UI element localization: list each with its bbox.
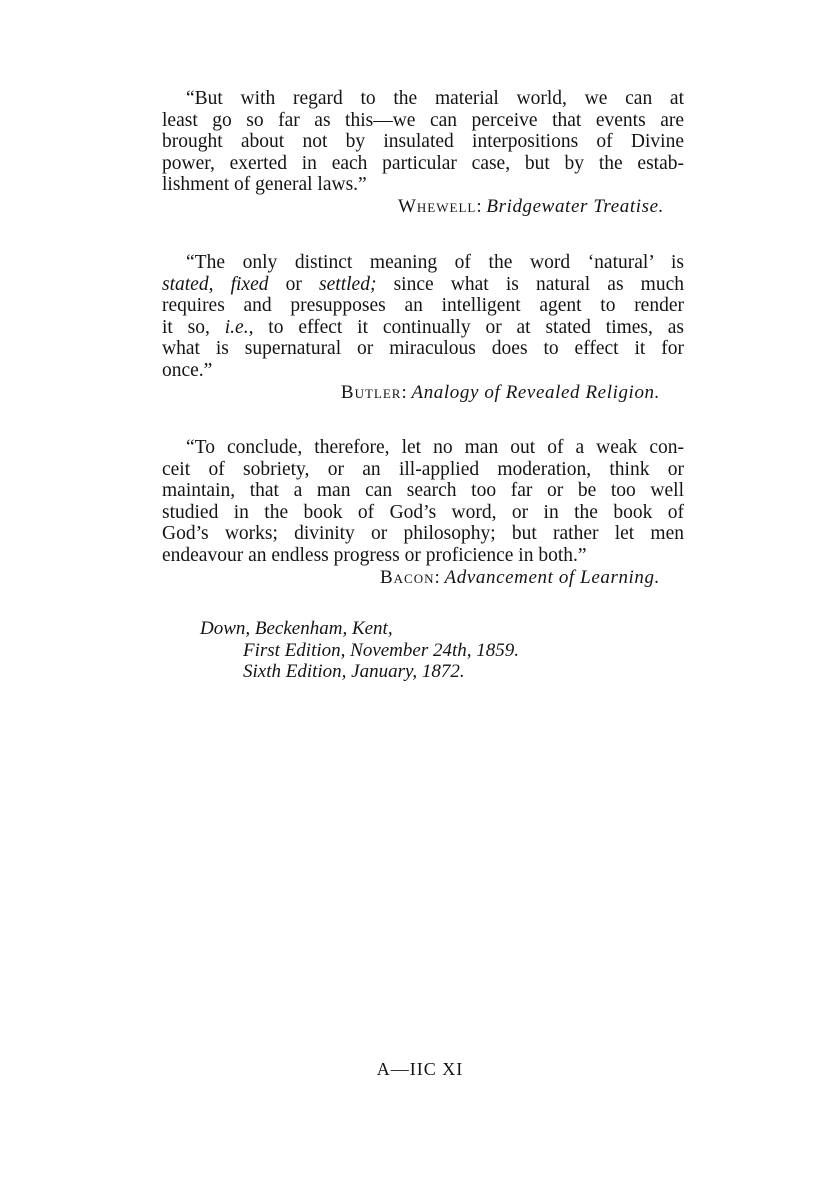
quote-line: studied in the book of God’s word, or in the book of [162,501,684,523]
epigraph-bacon [162,437,684,589]
quote-line: lishment of general laws.” [162,174,367,196]
quote-author: Butler [340,381,402,403]
quote-line [162,338,684,360]
signature-mark: A—IIC XI [376,1059,464,1079]
quote-attribution: Butler: Analogy of Revealed Religion. [340,381,660,403]
epigraph-butler [162,252,684,404]
text-run: or [268,273,320,295]
quote-line [162,360,684,382]
quote-author: Bacon [380,566,435,588]
quote-line: endeavour an endless progress or proficience in both.” [162,544,587,566]
quote-line: “To conclude, therefore, let no man out of a weak con- [186,437,684,458]
quote-attribution: Bacon: Advancement of Learning. [380,566,660,588]
quote-line: power, exerted in each particular case, but by the estab- [162,152,684,174]
italic-run: settled; [319,273,377,295]
quote-line: God’s works; divinity or philosophy; but rather let men [162,523,684,545]
place-address: Down, Beckenham, Kent, [200,618,393,639]
place-and-editions [200,618,519,683]
italic-run: stated, fixed [162,273,269,295]
text-run: “The only distinct meaning of the word ‘natural’ is [186,252,684,273]
epigraph-whewell [162,88,684,218]
quote-work: Bridgewater Treatise. [486,195,664,217]
quote-line: maintain, that a man can search too far or be too well [162,480,684,502]
quote-line [162,317,684,339]
sixth-edition-date: Sixth Edition, January, 1872. [243,661,465,682]
quote-line [162,295,684,317]
quote-line: least go so far as this—we can perceive that events are [162,109,684,131]
quote-line [162,252,684,274]
quote-work: Advancement of Learning. [444,566,660,588]
text-run: since what is natural as much [376,273,685,295]
quote-body [162,252,684,382]
text-run: once.” [162,359,213,381]
text-run: to effect it continually or at stated times, as [253,316,684,338]
first-edition-date: First Edition, November 24th, 1859. [243,639,520,661]
quote-work: Analogy of Revealed Religion. [411,381,660,403]
text-run: requires and presupposes an intelligent agent to render [162,295,684,317]
italic-run: i.e., [224,316,254,338]
quote-author: Whewell [397,195,477,217]
quote-attribution: Whewell: Bridgewater Treatise. [397,195,664,217]
quote-line: ceit of sobriety, or an ill-applied moderation, think or [162,458,684,480]
quote-line [162,274,684,296]
text-run: it so, [162,316,225,338]
quote-line: brought about not by insulated interpositions of Divine [162,131,684,153]
text-run: what is supernatural or miraculous does to effect it for [162,338,684,360]
quote-line: “But with regard to the material world, we can at [186,88,684,109]
